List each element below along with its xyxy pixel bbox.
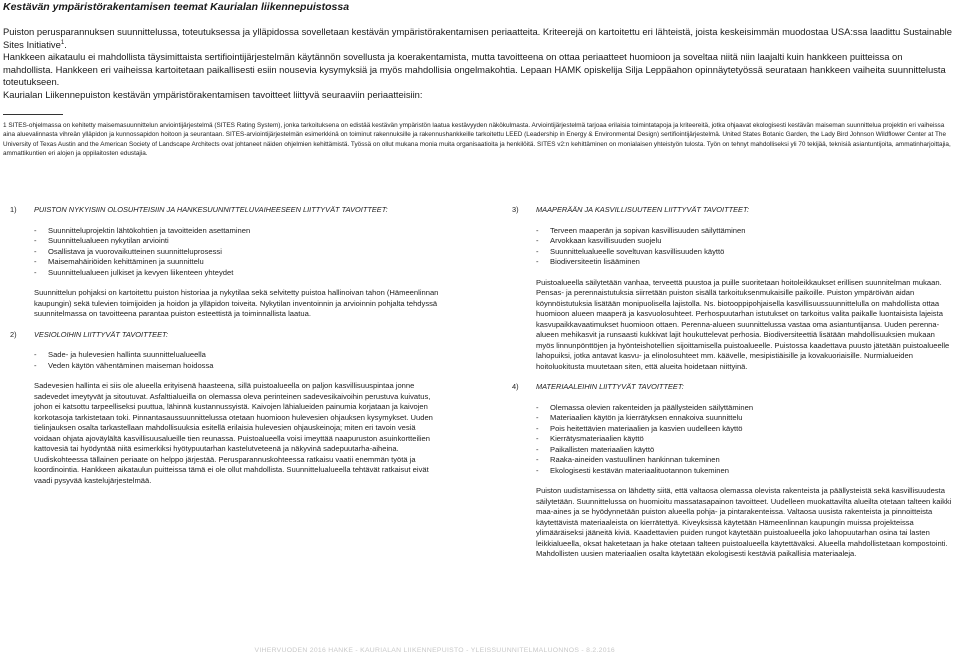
page-title: Kestävän ympäristörakentamisen teemat Kaurialan liikennepuistossa	[3, 1, 350, 13]
list-item: - Biodiversiteetin lisääminen	[536, 257, 640, 266]
section-3-paragraph: Puistoalueella säilytetään vanhaa, terveettä puustoa ja puille suoritetaan hoitoleikkaukset erillisen suunnitelman mukaan. Pensas- ja perennaistutuksia siirretään puiston sisällä tarkoituksenmukaisille paikoille. Puiston ympäröivän aidan köynnöistutuksia lisätään monipuolisella lajistolla. Ns. biotooppipohjaisella kasvillisuussuunnittelulla on mahdollista ottaa huomioon alueen maaperä ja kasvuolosuhteet. Perhospuutarhan istutukset on tarkoitus valita paikalle luontaisista lajeista kasvupaikkavaatimukset huomioon ottaen. Perenna-alueen suunnittelussa vastaa oma asiantuntijansa. Uuden perenna-alueen mehikasvit ja runsaasti kukkivat lajit houkuttelevat perhosia. Biodiversiteettiä lisätään mahdollisuuksien mukaan myös linnunpönttöjen ja hyönteishotellien sijoittamisella puistoalueelle. Puistossa kaadettava puusto jätetään puistoalueelle lahopuiksi, jotka antavat kasvu- ja elinolosuhteet mm. käävelle, mesipistiäisille ja kovakuoriaisille. Nurmialueiden hoitoluokitusta muutetaan siten, että alueita hoidetaan niittyinä.	[536, 277, 950, 371]
list-item: - Materiaalien käytön ja kierrätyksen ennakoiva suunnittelu	[536, 413, 743, 422]
list-item: - Suunnittelualueen julkiset ja kevyen liikenteen yhteydet	[34, 267, 234, 277]
list-item: - Arvokkaan kasvillisuuden suojelu	[536, 236, 662, 245]
section-heading-2	[10, 330, 442, 341]
section-2-list	[34, 350, 442, 371]
list-item: - Terveen maaperän ja sopivan kasvillisuuden säilyttäminen	[536, 225, 746, 235]
page-footer: VIHERVUODEN 2016 HANKE - KAURIALAN LIIKENNEPUISTO - YLEISSUUNNITELMALUONNOS - 8.2.2016	[254, 647, 615, 654]
list-item: - Suunnittelualueelle soveltuvan kasvillisuuden käyttö	[536, 246, 725, 256]
intro-paragraph-1-end: .	[64, 38, 67, 50]
footnote-divider	[3, 114, 63, 115]
section-number: 2)	[10, 329, 17, 339]
list-item: - Raaka-aineiden vastuullinen hankinnan tukeminen	[536, 455, 720, 464]
section-title: MAAPERÄÄN JA KASVILLISUUTEEN LIITTYVÄT TAVOITTEET:	[536, 205, 750, 214]
list-item: - Kierrätysmateriaalien käyttö	[536, 434, 644, 443]
section-title: PUISTON NYKYISIIN OLOSUHTEISIIN JA HANKESUUNNITTELUVAIHEESEEN LIITTYVÄT TAVOITTEET:	[34, 205, 388, 214]
footnote-text: 1 SITES-ohjelmassa on kehitetty maisemasuunnittelun arviointijärjestelmä (SITES Rating System), jonka tarkoituksena on edistää kestävän ympäristön laatua kestävyyden näkökulmasta. Arviointijärjestelmä tarjoaa erilaisia toimintatapoja ja kriteereitä, jotka ohjaavat ekologisesti kestävän maiseman suunnittelua projektin eri vaiheissa aina aluevalinnasta vihreän ylläpidon ja kunnossapidon hoitoon ja seurantaan. SITES-arviointijärjestelmän esimerkkinä on toiminut rakennuksille ja rakennushankkeille tarkoitettu LEED (Leadership in Energy & Environmental Design) sertifiointijärjestelmä. United States Botanic Garden, the Lady Bird Johnson Wildflower Center at The University of Texas Austin and the American Society of Landscape Architects ovat johtaneet näiden ohjelmien kehittämistä. Työssä on ollut mukana monia muita organisaatioita ja henkilöitä. SITES v2:n kehittäminen on monialaisen yhteistyön tulosta. Työn on tehnyt mahdolliseksi yli 70 tekijää, teknisiä asiantuntijoita, ammatinharjoittajia, ammattikuntien eri alojen ja oppilaitosten edustajia.	[3, 122, 951, 158]
section-heading-4	[512, 382, 954, 393]
list-item: - Ekologisesti kestävän materiaalituotannon tukeminen	[536, 465, 729, 475]
section-title: MATERIAALEIHIN LIITTYVÄT TAVOITTEET:	[536, 382, 684, 391]
intro-paragraph-1-text: Puiston perusparannuksen suunnittelussa, toteutuksessa ja ylläpidossa sovelletaan kestävän ympäristörakentamisen periaatteita. Kriteerejä on kartoitettu eri lähteistä, joista keskeisimmän muodostaa USA:ssa laadittu Sustainable Sites Initiative	[3, 26, 952, 50]
right-column	[512, 205, 954, 570]
section-4-paragraph: Puiston uudistamisessa on lähdetty siitä, että valtaosa olemassa olevista rakenteista ja päällysteistä sekä kasvillisuudesta säilytetään. Suunnittelussa on huomioitu massatasapainon tavoitteet. Uudelleen muokattavilta alueilta otetaan talteen kaikki maa-aines ja se hyödynnetään puiston alueella pohja- ja pintarakenteissa. Valtaosa uusista rakenteista ja pinnoitteista käytettävistä materiaaleista on kierrätettyä. Kiveyksissä käytetään Hämeenlinnan kaupungin muissa projekteissa ylimääräiseksi jääneitä kiviä. Kaadettavien puiden rungot käytetään puistoalueella joko lahopuutarhan osina tai lasten leikkialueella, oksat haketetaan ja hake otetaan talteen puistoalueella käytettäväksi. Alueella mahdollistetaan kompostointi. Mahdollisten uusien materiaalien osalta käytetään ekologisesti kestäviä paikallisia materiaaleja.	[536, 486, 952, 558]
list-item: - Osallistava ja vuorovaikutteinen suunnitteluprosessi	[34, 246, 222, 256]
section-heading-1	[10, 205, 442, 216]
section-title: VESIOLOIHIN LIITTYVÄT TAVOITTEET:	[34, 329, 169, 339]
section-2-paragraph: Sadevesien hallinta ei siis ole alueella erityisenä haasteena, sillä puistoalueella on paljon kasvillisuuspintaa jonne sadevedet imeytyvät ja sitoutuvat. Asfalttialueilla on olemassa oleva perinteinen sadevesikaivoihin perustuva kuivatus, johon ei katsottu tarpeelliseksi puuttua, lähinnä kustannussyistä. Kaivojen lähialueiden painumia korjataan ja kaivojen korkotasoja tarkistetaan toki. Pinnantasaussuunnittelussa otetaan huomioon hulevesien ohjauksen kysymykset. Uuden tielinjauksen osalta tarkastellaan mahdollisuuksia esitellä erilaisia hulevesien ohjauskeinoja; miten eri tavoin vesiä voidaan ohjata ajoväylältä kasvillisuusalueille tien reunassa. Puistoalueella voisi imeyttää naapuruston asuinkortteilien kattovesiä tai hyödyntää niitä esimerkiksi hyötypuutarhan kastelutveteenä ja näkyvinä sadepuutarha-aiheina. Uudiskohteessa tällainen periaate on helppo järjestää. Perusparannuskohteessa ratkaisu vaatii enemmän työtä ja koordinointia. Hankkeen aikataulun puitteissa tämä ei ole ollut mahdollista. Suunnittelualueella tehtävät ratkaisut eivät vaadi pysyvää kastelujärjestelmää.	[34, 381, 433, 485]
intro-paragraph-3: Kaurialan Liikennepuiston kestävän ympäristörakentamisen tavoitteet liittyvä seuraaviin periaatteisiin:	[3, 88, 423, 100]
section-1-paragraph: Suunnittelun pohjaksi on kartoitettu puiston historiaa ja nykytilaa sekä selvitetty puistoa hallinoivan tahon (Hämeenlinnan kaupungin) sekä tulevien toimijoiden ja hoidon ja ylläpidon toiveita. Nykytilan inventoinnin ja arvioinnin pohjalta tehdyssä suunnitelmassa on tavoitteena parantaa puiston esteettistä ja toiminnallista laatua.	[34, 288, 439, 318]
section-3-list	[536, 226, 954, 268]
left-column	[10, 205, 442, 496]
list-item: - Sade- ja hulevesien hallinta suunnittelualueella	[34, 350, 206, 359]
footnote-reference[interactable]: 1	[60, 39, 65, 46]
intro-section	[3, 26, 955, 102]
intro-paragraph-2: Hankkeen aikataulu ei mahdollista täysimittaista sertifiointijärjestelmän käytännön sovellusta ja koerakentamista, mutta tavoitteena on ottaa periaatteet huomioon ja soveltaa niitä niin laajalti kuin hankkeen puitteissa on mahdollista. Hankkeen eri vaiheissa kartoitetaan paikallisesti esiin nousevia kysymyksiä ja myös mahdollisia ongelmakohtia. Lepaan HAMK opiskelija Silja Leppäahon opinnäytetyössä seurataan hankkeen vaiheita suunnittelusta toteutukseen.	[3, 51, 946, 88]
list-item: - Veden käytön vähentäminen maiseman hoidossa	[34, 360, 214, 370]
list-item: - Suunnitteluprojektin lähtökohtien ja tavoitteiden asettaminen	[34, 225, 251, 235]
list-item: - Maisemahäiriöiden kehittäminen ja suunnittelu	[34, 257, 204, 266]
section-number: 4)	[512, 382, 519, 391]
section-4-list	[536, 403, 954, 477]
section-number: 1)	[10, 205, 17, 214]
section-1-list	[34, 226, 442, 279]
section-number: 3)	[512, 205, 519, 214]
list-item: - Pois heitettävien materiaalien ja kasvien uudelleen käyttö	[536, 423, 743, 433]
section-heading-3	[512, 205, 954, 216]
intro-paragraph-1	[3, 26, 955, 51]
list-item: - Paikallisten materiaalien käyttö	[536, 444, 655, 454]
list-item: - Suunnittelualueen nykytilan arviointi	[34, 236, 169, 245]
list-item: - Olemassa olevien rakenteiden ja päällysteiden säilyttäminen	[536, 402, 754, 412]
